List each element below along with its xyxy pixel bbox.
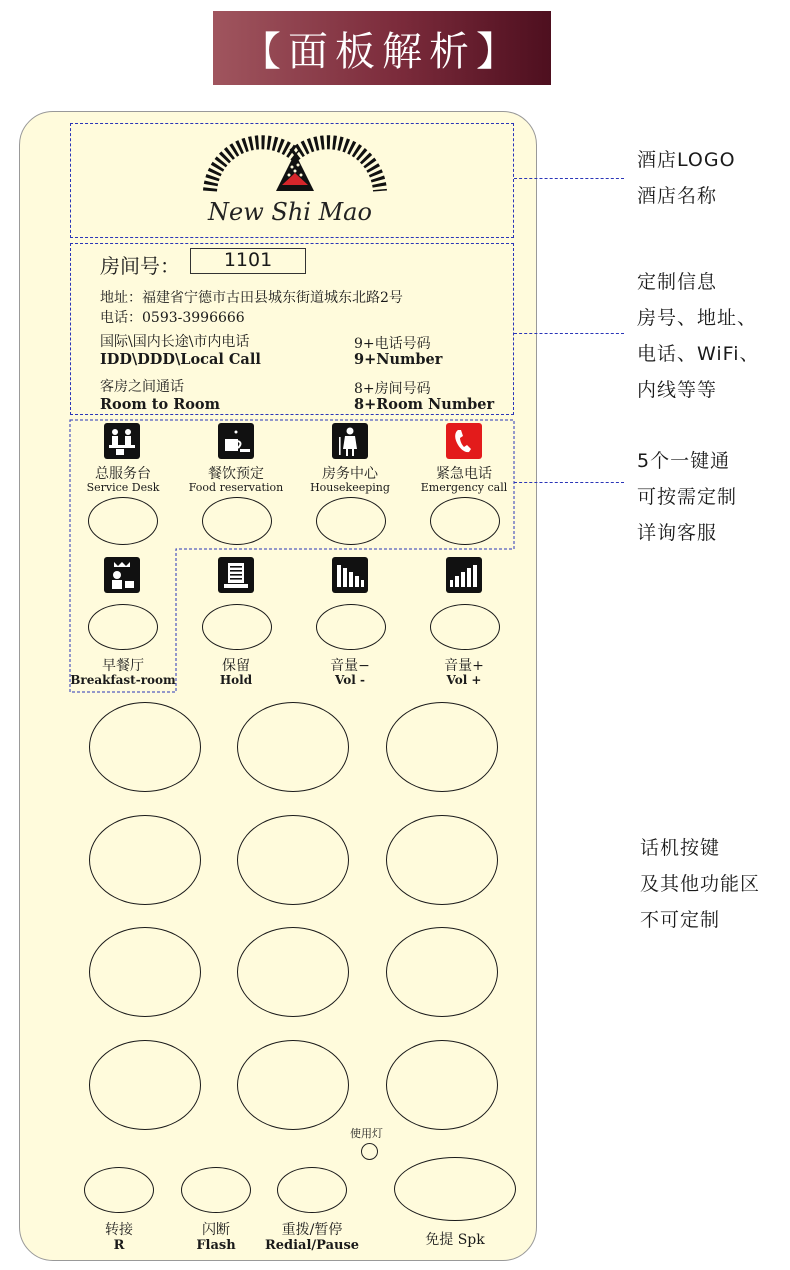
transfer-button[interactable] <box>84 1167 154 1213</box>
emergency-call-button[interactable] <box>430 497 500 545</box>
call-code-zh: 9+电话号码 <box>354 336 431 352</box>
call-type-zh: 国际\国内长途\市内电话 <box>100 334 250 350</box>
room-number-value: 1101 <box>190 248 306 274</box>
volume-down-button[interactable] <box>316 604 386 650</box>
hold-button[interactable] <box>202 604 272 650</box>
flash-button[interactable] <box>181 1167 251 1213</box>
room-code-zh: 8+房间号码 <box>354 381 431 397</box>
volume-down-icon <box>332 557 368 593</box>
keypad-key-7[interactable] <box>89 927 201 1017</box>
keypad-key-2[interactable] <box>237 702 349 792</box>
info-note-line <box>514 333 624 334</box>
keypad-key-3[interactable] <box>386 702 498 792</box>
redial-pause-button[interactable] <box>277 1167 347 1213</box>
speaker-caption: 免提 Spk <box>425 1232 485 1248</box>
room-call-en: Room to Room <box>100 396 220 413</box>
call-code-en: 9+Number <box>354 351 443 368</box>
housekeeping-button[interactable] <box>316 497 386 545</box>
keypad-key-6[interactable] <box>386 815 498 905</box>
address-text: 地址：福建省宁德市古田县城东街道城东北路2号 <box>100 290 403 306</box>
housekeeping-caption: 房务中心 Housekeeping <box>310 466 390 494</box>
hotel-logo-icon <box>200 125 390 200</box>
housekeeping-icon <box>332 423 368 459</box>
in-use-light <box>361 1143 378 1160</box>
keypad-key-0[interactable] <box>237 1040 349 1130</box>
speaker-button[interactable] <box>394 1157 516 1221</box>
service-desk-icon <box>104 423 140 459</box>
page-title-banner: 【面板解析】 <box>213 11 551 85</box>
in-use-light-label: 使用灯 <box>350 1127 383 1140</box>
keypad-key-1[interactable] <box>89 702 201 792</box>
emergency-call-icon <box>446 423 482 459</box>
breakfast-room-caption: 早餐厅 Breakfast-room <box>70 658 176 687</box>
keypad-key-4[interactable] <box>89 815 201 905</box>
hold-caption: 保留 Hold <box>219 658 253 687</box>
phone-text: 电话：0593-3996666 <box>100 310 245 326</box>
breakfast-room-icon <box>104 557 140 593</box>
keypad-key-9[interactable] <box>386 927 498 1017</box>
volume-up-button[interactable] <box>430 604 500 650</box>
volume-up-icon <box>446 557 482 593</box>
keypad-key-5[interactable] <box>237 815 349 905</box>
flash-caption: 闪断 Flash <box>196 1222 236 1253</box>
keypad-key-star[interactable] <box>89 1040 201 1130</box>
keypad-key-8[interactable] <box>237 927 349 1017</box>
service-desk-caption: 总服务台 Service Desk <box>86 466 160 494</box>
info-zone-note: 定制信息 房号、地址、 电话、WiFi、 内线等等 <box>637 271 760 401</box>
logo-note-line <box>514 178 624 179</box>
hotkey-zone-note: 5个一键通 可按需定制 详询客服 <box>637 450 738 544</box>
room-code-en: 8+Room Number <box>354 396 495 413</box>
food-reservation-button[interactable] <box>202 497 272 545</box>
volume-up-caption: 音量+ Vol + <box>444 658 484 687</box>
logo-zone-note: 酒店LOGO 酒店名称 <box>637 149 736 207</box>
hotel-name: New Shi Mao <box>208 198 372 226</box>
hotkey-note-line <box>514 482 624 483</box>
call-type-en: IDD\DDD\Local Call <box>100 351 261 368</box>
keypad-key-hash[interactable] <box>386 1040 498 1130</box>
keypad-zone-note: 话机按键 及其他功能区 不可定制 <box>640 837 761 931</box>
service-desk-button[interactable] <box>88 497 158 545</box>
breakfast-room-button[interactable] <box>88 604 158 650</box>
emergency-call-caption: 紧急电话 Emergency call <box>420 466 508 494</box>
hold-icon <box>218 557 254 593</box>
transfer-caption: 转接 R <box>105 1222 133 1253</box>
redial-pause-caption: 重拨/暂停 Redial/Pause <box>264 1222 360 1253</box>
room-call-zh: 客房之间通话 <box>100 379 184 395</box>
volume-down-caption: 音量− Vol - <box>330 658 370 687</box>
food-reservation-icon <box>218 423 254 459</box>
food-reservation-caption: 餐饮预定 Food reservation <box>188 466 284 494</box>
room-number-label: 房间号： <box>100 254 180 278</box>
